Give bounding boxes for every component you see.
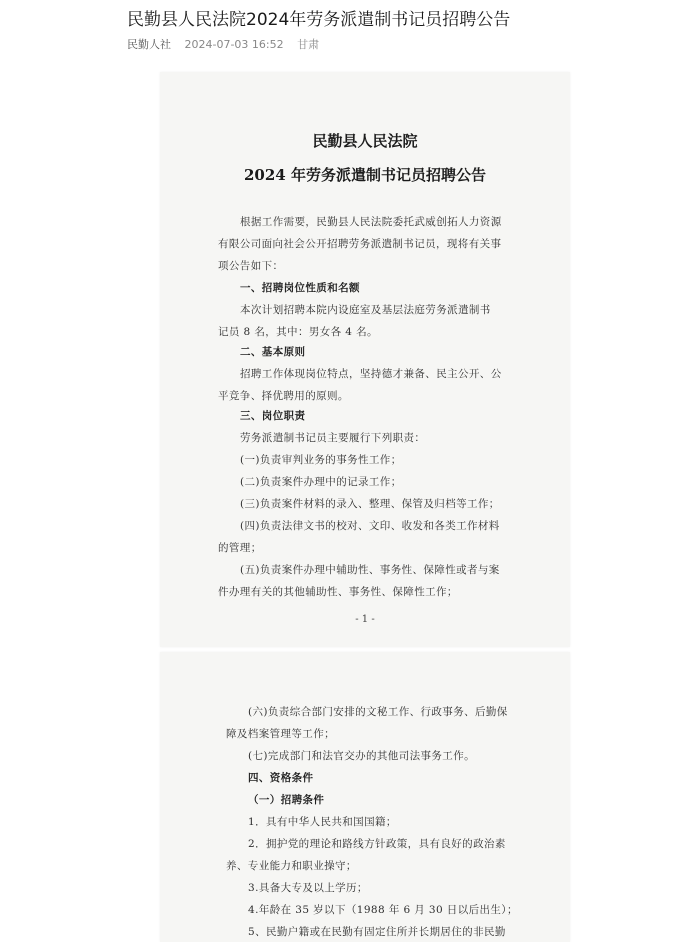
paragraph-line: 劳务派遣制书记员主要履行下列职责： <box>240 432 426 444</box>
author-link[interactable]: 民勤人社 <box>127 38 171 51</box>
duty-item: 的管理； <box>218 542 262 554</box>
subsection-heading: （一）招聘条件 <box>248 794 325 806</box>
duty-item: (六)负责综合部门安排的文秘工作、行政事务、后勤保 <box>248 706 508 718</box>
condition-item: 养、专业能力和职业操守； <box>226 860 357 872</box>
article-meta <box>127 36 319 52</box>
condition-item: 3.具备大专及以上学历； <box>248 882 368 894</box>
paragraph-line: 平竞争、择优聘用的原则。 <box>218 390 349 402</box>
document-page-1 <box>160 72 570 647</box>
duty-item: 障及档案管理等工作； <box>226 728 335 740</box>
condition-item: 2．拥护党的理论和路线方针政策，具有良好的政治素 <box>248 838 506 850</box>
section-heading: 二、基本原则 <box>240 346 306 358</box>
section-heading: 四、资格条件 <box>248 772 314 784</box>
section-heading: 三、岗位职责 <box>240 410 306 422</box>
condition-item: 1．具有中华人民共和国国籍； <box>248 816 397 828</box>
duty-item: (五)负责案件办理中辅助性、事务性、保障性或者与案 <box>240 564 500 576</box>
publish-time: 2024-07-03 16:52 <box>184 38 284 51</box>
condition-item: 5、民勤户籍或在民勤有固定住所并长期居住的非民勤 <box>248 926 506 938</box>
duty-item: (一)负责审判业务的事务性工作； <box>240 454 402 466</box>
duty-item: (三)负责案件材料的录入、整理、保管及归档等工作； <box>240 498 500 510</box>
section-heading: 一、招聘岗位性质和名额 <box>240 282 360 294</box>
condition-item: 4.年龄在 35 岁以下（1988 年 6 月 30 日以后出生）； <box>248 904 518 916</box>
intro-line: 项公告如下： <box>218 260 284 272</box>
doc-title-line2: 2024 年劳务派遣制书记员招聘公告 <box>244 166 486 184</box>
duty-item: (二)负责案件办理中的记录工作； <box>240 476 402 488</box>
duty-item: (七)完成部门和法官交办的其他司法事务工作。 <box>248 750 475 762</box>
article-title: 民勤县人民法院2024年劳务派遣制书记员招聘公告 <box>127 10 511 30</box>
duty-item: 件办理有关的其他辅助性、事务性、保障性工作； <box>218 586 458 598</box>
page-number: - 1 - <box>355 614 375 625</box>
paragraph-line: 本次计划招聘本院内设庭室及基层法庭劳务派遣制书 <box>240 304 491 316</box>
intro-line: 有限公司面向社会公开招聘劳务派遣制书记员，现将有关事 <box>218 238 502 250</box>
paragraph-line: 记员 8 名，其中：男女各 4 名。 <box>218 326 378 338</box>
duty-item: (四)负责法律文书的校对、文印、收发和各类工作材料 <box>240 520 500 532</box>
intro-line: 根据工作需要，民勤县人民法院委托武威创拓人力资源 <box>240 216 502 228</box>
publish-location: 甘肃 <box>297 38 320 51</box>
paragraph-line: 招聘工作体现岗位特点，坚持德才兼备、民主公开、公 <box>240 368 502 380</box>
document-page-2 <box>160 652 570 942</box>
doc-title-line1: 民勤县人民法院 <box>312 132 418 150</box>
